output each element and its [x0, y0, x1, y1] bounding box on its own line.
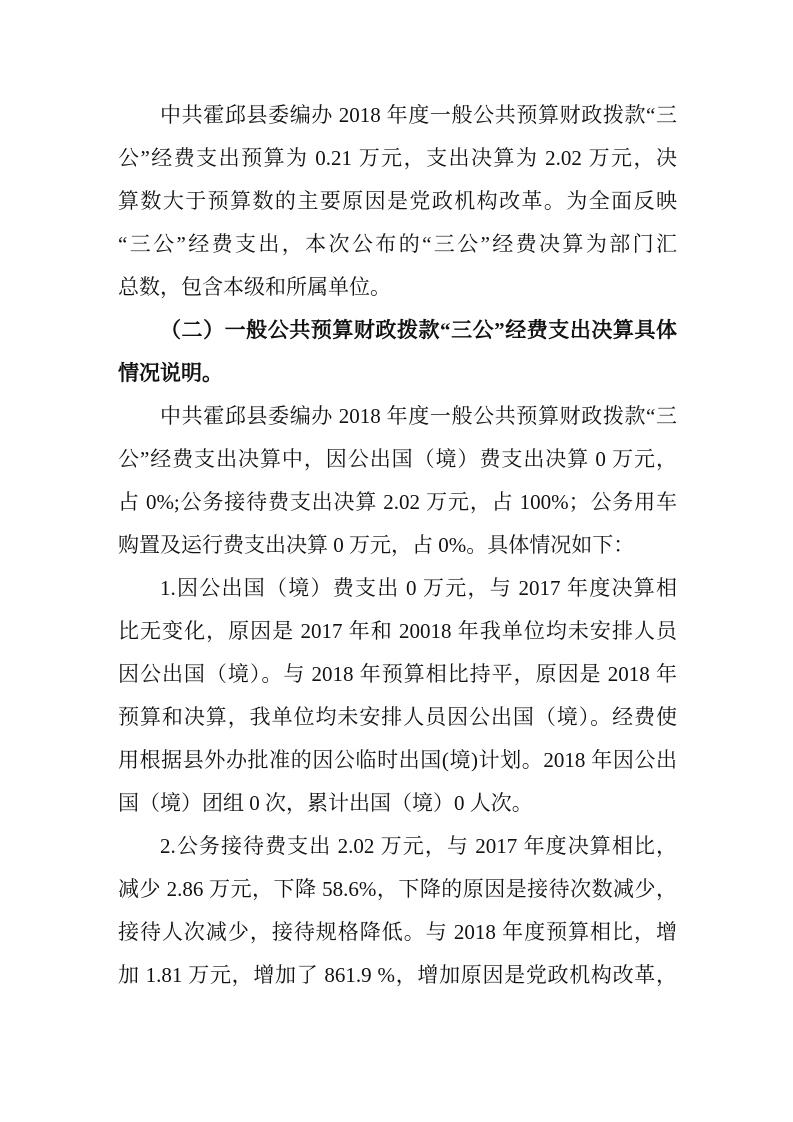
- text-line: “三公”经费支出，本次公布的“三公”经费决算为部门汇: [118, 232, 677, 256]
- list-item-line: 加 1.81 万元，增加了 861.9 %，增加原因是党政机构改革，: [118, 963, 677, 987]
- text-line: 公”经费支出预算为 0.21 万元，支出决算为 2.02 万元，决: [118, 146, 677, 170]
- document-text-body: [118, 94, 677, 997]
- section-heading-line: 情况说明。: [118, 361, 223, 385]
- list-item-line: 预算和决算，我单位均未安排人员因公出国（境）。经费使: [118, 705, 677, 729]
- text-line: 购置及运行费支出决算 0 万元，占 0%。具体情况如下：: [118, 533, 635, 557]
- list-item-line: 接待人次减少，接待规格降低。与 2018 年度预算相比，增: [118, 920, 677, 944]
- list-item-line: 国（境）团组 0 次，累计出国（境）0 人次。: [118, 791, 533, 815]
- list-item-line: 用根据县外办批准的因公临时出国(境)计划。2018 年因公出: [118, 748, 677, 772]
- text-line: 公”经费支出决算中，因公出国（境）费支出决算 0 万元，: [118, 447, 677, 471]
- text-line: 中共霍邱县委编办 2018 年度一般公共预算财政拨款“三: [160, 404, 677, 428]
- text-line: 总数，包含本级和所属单位。: [118, 275, 391, 299]
- list-item-line: 因公出国（境）。与 2018 年预算相比持平，原因是 2018 年: [118, 662, 677, 686]
- text-line: 中共霍邱县委编办 2018 年度一般公共预算财政拨款“三: [160, 103, 677, 127]
- text-line: 算数大于预算数的主要原因是党政机构改革。为全面反映: [118, 189, 677, 213]
- list-item-line: 减少 2.86 万元，下降 58.6%，下降的原因是接待次数减少，: [118, 877, 677, 901]
- list-item-line: 2.公务接待费支出 2.02 万元，与 2017 年度决算相比，: [160, 834, 677, 858]
- list-item-line: 比无变化，原因是 2017 年和 20018 年我单位均未安排人员: [118, 619, 677, 643]
- text-line: 占 0%;公务接待费支出决算 2.02 万元，占 100%；公务用车: [118, 490, 677, 514]
- list-item-line: 1.因公出国（境）费支出 0 万元，与 2017 年度决算相: [160, 576, 677, 600]
- section-heading-line: （二）一般公共预算财政拨款“三公”经费支出决算具体: [160, 318, 677, 342]
